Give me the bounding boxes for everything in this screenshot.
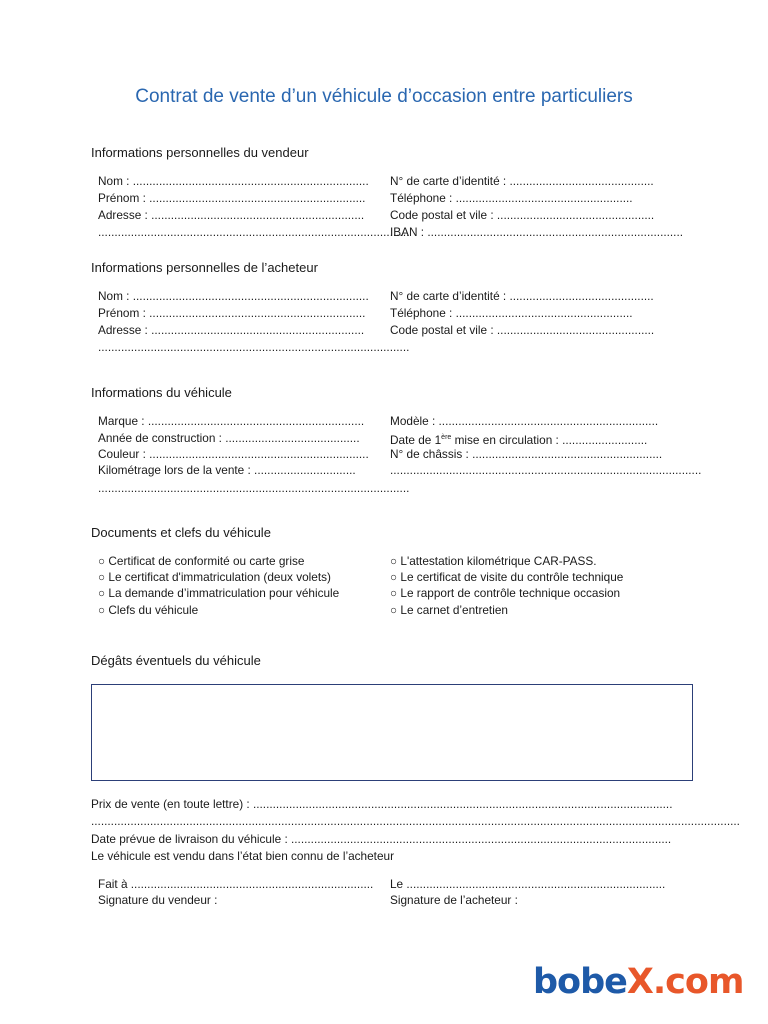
bobex-logo bbox=[533, 962, 743, 1002]
first-registration-superscript: ère bbox=[441, 434, 452, 441]
buyer-id-card-field[interactable]: N° de carte d’identité : ............................................ bbox=[390, 289, 654, 303]
vehicle-mileage-field[interactable]: Kilométrage lors de la vente : ............................... bbox=[98, 463, 356, 477]
buyer-address-line2-field[interactable]: ............................................................................................... bbox=[98, 340, 410, 354]
condition-statement: Le véhicule est vendu dans l’état bien connu de l’acheteur bbox=[91, 849, 394, 863]
signature-place-field[interactable]: Fait à .......................................................................... bbox=[98, 877, 374, 891]
vehicle-extra-left-field[interactable]: ............................................................................................... bbox=[98, 481, 410, 495]
buyer-signature-label: Signature de l’acheteur : bbox=[390, 893, 518, 907]
doc-checkbox-conformity[interactable]: ○ Certificat de conformité ou carte grise bbox=[98, 554, 305, 568]
vehicle-first-registration-field[interactable] bbox=[390, 430, 668, 446]
doc-checkbox-inspection-report[interactable]: ○ Le rapport de contrôle technique occasion bbox=[390, 586, 621, 600]
buyer-postal-code-field[interactable]: Code postal et vile : ................................................ bbox=[390, 323, 655, 337]
sale-price-field[interactable]: Prix de vente (en toute lettre) : ................................................................................................................................ bbox=[91, 797, 673, 811]
seller-signature-label: Signature du vendeur : bbox=[98, 893, 218, 907]
buyer-address-field[interactable]: Adresse : ................................................................. bbox=[98, 323, 365, 337]
seller-address-field[interactable]: Adresse : ................................................................. bbox=[98, 208, 365, 222]
vehicle-extra-right-field[interactable]: ............................................................................................... bbox=[390, 463, 702, 477]
vehicle-heading: Informations du véhicule bbox=[91, 385, 232, 400]
logo-part3: .com bbox=[652, 962, 744, 1002]
seller-heading: Informations personnelles du vendeur bbox=[91, 145, 309, 160]
vehicle-model-field[interactable]: Modèle : ................................................................... bbox=[390, 414, 659, 428]
delivery-date-field[interactable]: Date prévue de livraison du véhicule : .................................................................................................................... bbox=[91, 832, 672, 846]
seller-postal-code-field[interactable]: Code postal et vile : ................................................ bbox=[390, 208, 655, 222]
seller-id-card-field[interactable]: N° de carte d’identité : ............................................ bbox=[390, 174, 654, 188]
buyer-phone-field[interactable]: Téléphone : ...................................................... bbox=[390, 306, 633, 320]
signature-date-field[interactable]: Le ............................................................................... bbox=[390, 877, 666, 891]
sale-price-continued-field[interactable]: ...................................................................................................................................................................................................... bbox=[91, 814, 740, 828]
vehicle-year-field[interactable]: Année de construction : ......................................... bbox=[98, 431, 360, 445]
seller-phone-field[interactable]: Téléphone : ...................................................... bbox=[390, 191, 633, 205]
buyer-heading: Informations personnelles de l’acheteur bbox=[91, 260, 318, 275]
buyer-firstname-field[interactable]: Prénom : .................................................................. bbox=[98, 306, 366, 320]
page-title: Contrat de vente d’un véhicule d’occasion entre particuliers bbox=[135, 86, 633, 107]
vehicle-chassis-field[interactable]: N° de châssis : .......................................................... bbox=[390, 447, 663, 461]
logo-part1: bobe bbox=[533, 962, 627, 1002]
buyer-name-field[interactable]: Nom : ........................................................................ bbox=[98, 289, 369, 303]
logo-part2: X bbox=[626, 962, 653, 1002]
seller-firstname-field[interactable]: Prénom : .................................................................. bbox=[98, 191, 366, 205]
doc-checkbox-registration[interactable]: ○ Le certificat d'immatriculation (deux volets) bbox=[98, 570, 331, 584]
vehicle-brand-field[interactable]: Marque : .................................................................. bbox=[98, 414, 365, 428]
seller-name-field[interactable]: Nom : ........................................................................ bbox=[98, 174, 369, 188]
doc-checkbox-service-book[interactable]: ○ Le carnet d’entretien bbox=[390, 603, 508, 617]
damage-textarea[interactable] bbox=[91, 684, 693, 781]
vehicle-color-field[interactable]: Couleur : ................................................................... bbox=[98, 447, 369, 461]
first-registration-label-b: mise en circulation : .......................... bbox=[451, 432, 648, 447]
doc-checkbox-registration-request[interactable]: ○ La demande d’immatriculation pour véhicule bbox=[98, 586, 340, 600]
seller-address-line2-field[interactable]: ............................................................................................... bbox=[98, 225, 410, 239]
documents-heading: Documents et clefs du véhicule bbox=[91, 525, 271, 540]
first-registration-label-a: Date de 1 bbox=[390, 432, 442, 447]
doc-checkbox-carpass[interactable]: ○ L'attestation kilométrique CAR-PASS. bbox=[390, 554, 597, 568]
doc-checkbox-keys[interactable]: ○ Clefs du véhicule bbox=[98, 603, 199, 617]
damage-heading: Dégâts éventuels du véhicule bbox=[91, 653, 261, 668]
doc-checkbox-inspection-certificate[interactable]: ○ Le certificat de visite du contrôle technique bbox=[390, 570, 624, 584]
seller-iban-field[interactable]: IBAN : .............................................................................. bbox=[390, 225, 684, 239]
